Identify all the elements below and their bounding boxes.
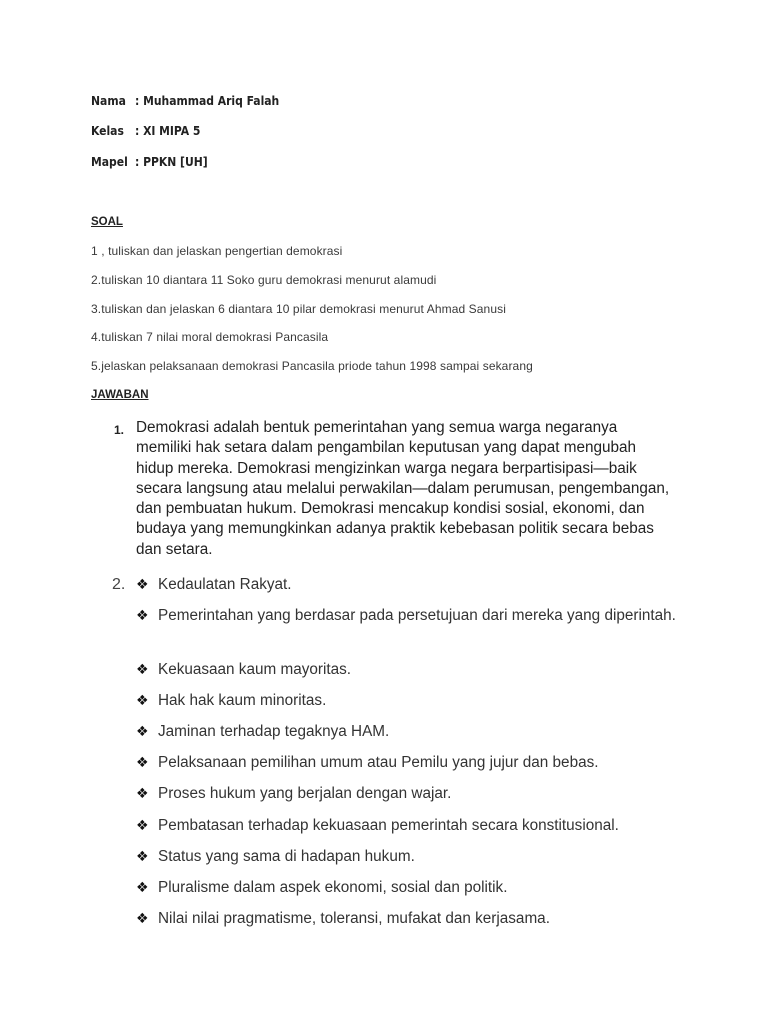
diamond-bullet-icon: ❖ <box>136 608 149 624</box>
soal-heading: SOAL <box>91 216 123 228</box>
answer-2-item: ❖ Pembatasan terhadap kekuasaan pemerintah secara konstitusional. <box>136 815 619 837</box>
answer-2-item: ❖ Pelaksanaan pemilihan umum atau Pemilu yang jujur dan bebas. <box>136 752 598 774</box>
question-item: 2.tuliskan 10 diantara 11 Soko guru demokrasi menurut alamudi <box>91 273 437 287</box>
jawaban-heading: JAWABAN <box>91 389 149 401</box>
subject-label: Mapel <box>91 155 128 169</box>
answer-2-item: ❖ Hak hak kaum minoritas. <box>136 690 326 712</box>
diamond-bullet-icon: ❖ <box>136 693 149 709</box>
diamond-bullet-icon: ❖ <box>136 911 149 927</box>
question-item: 1 , tuliskan dan jelaskan pengertian demokrasi <box>91 244 343 258</box>
answer-1-text: Demokrasi adalah bentuk pemerintahan yang semua warga negaranya memiliki hak setara dalam pengambilan keputusan yang dapat mengubah hidup mereka. Demokrasi mengizinkan warga negara berpartisipasi—baik secara langsung atau melalui perwakilan—dalam perumusan, pengembangan, dan pembuatan hukum. Demokrasi mencakup kondisi sosial, ekonomi, dan budaya yang memungkinkan adanya praktik kebebasan politik secara bebas dan setara. <box>136 419 670 558</box>
question-item: 4.tuliskan 7 nilai moral demokrasi Pancasila <box>91 330 329 344</box>
diamond-bullet-icon: ❖ <box>136 724 149 740</box>
answer-2-item: ❖ Proses hukum yang berjalan dengan wajar. <box>136 783 451 805</box>
diamond-bullet-icon: ❖ <box>136 849 149 865</box>
question-item: 3.tuliskan dan jelaskan 6 diantara 10 pilar demokrasi menurut Ahmad Sanusi <box>91 302 506 316</box>
question-item: 5.jelaskan pelaksanaan demokrasi Pancasila priode tahun 1998 sampai sekarang <box>91 359 533 373</box>
answer-2-item: ❖ Kekuasaan kaum mayoritas. <box>136 659 351 681</box>
diamond-bullet-icon: ❖ <box>136 880 149 896</box>
header-subject-row <box>91 155 208 169</box>
answer-2-item: ❖ Pemerintahan yang berdasar pada persetujuan dari mereka yang diperintah. <box>136 605 696 627</box>
class-label: Kelas <box>91 124 124 138</box>
header-class-row <box>91 124 200 138</box>
subject-value: : PPKN [UH] <box>135 155 208 169</box>
answer-2-item: ❖ Nilai nilai pragmatisme, toleransi, mufakat dan kerjasama. <box>136 908 550 930</box>
answer-2-item: ❖ Kedaulatan Rakyat. <box>136 574 292 596</box>
class-value: : XI MIPA 5 <box>135 124 201 138</box>
diamond-bullet-icon: ❖ <box>136 755 149 771</box>
answer-2-number: 2. <box>112 576 126 593</box>
diamond-bullet-icon: ❖ <box>136 818 149 834</box>
name-label: Nama <box>91 94 126 108</box>
diamond-bullet-icon: ❖ <box>136 577 149 593</box>
name-value: : Muhammad Ariq Falah <box>135 94 280 108</box>
header-name-row <box>91 94 279 108</box>
diamond-bullet-icon: ❖ <box>136 786 149 802</box>
diamond-bullet-icon: ❖ <box>136 662 149 678</box>
answer-2-item: ❖ Pluralisme dalam aspek ekonomi, sosial dan politik. <box>136 877 507 899</box>
answer-2-item: ❖ Jaminan terhadap tegaknya HAM. <box>136 721 389 743</box>
answer-2-item: ❖ Status yang sama di hadapan hukum. <box>136 846 415 868</box>
answer-1-number: 1. <box>114 423 125 437</box>
